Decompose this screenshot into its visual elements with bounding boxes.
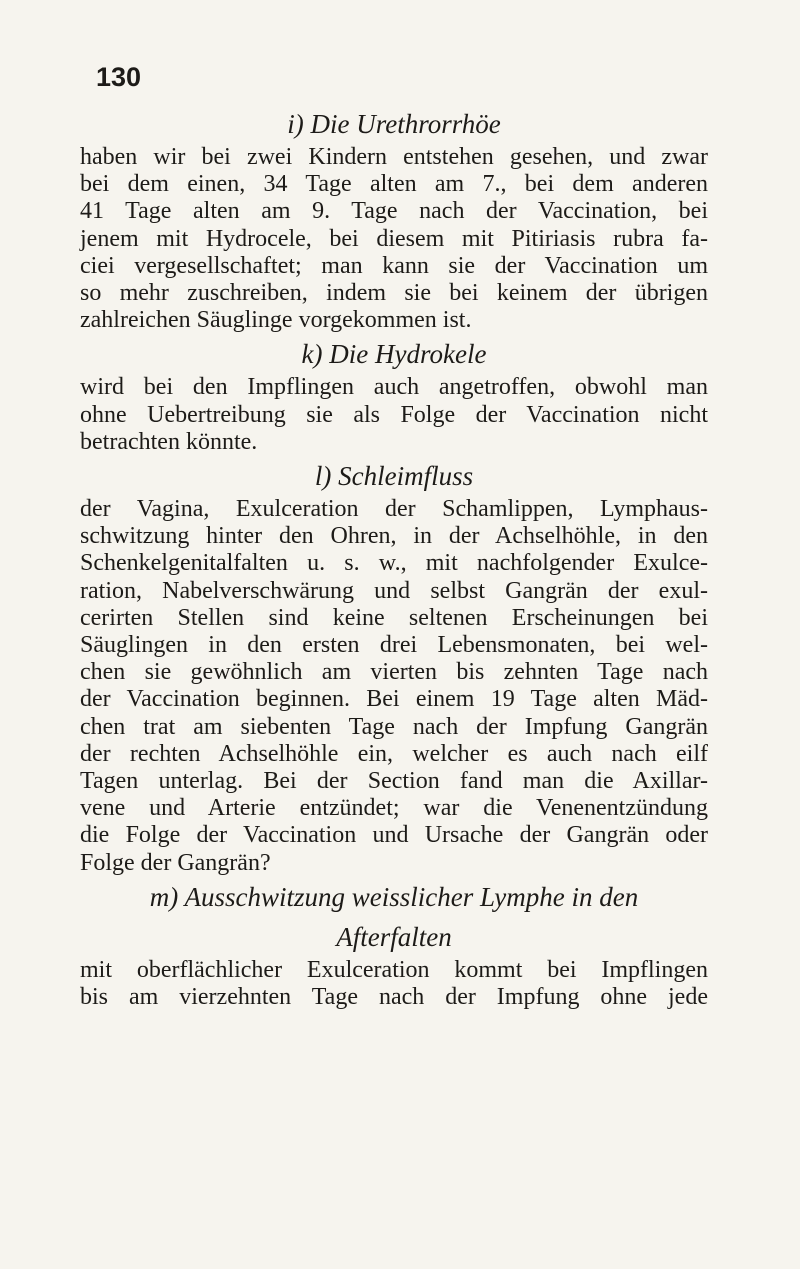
text-line: chen sie gewöhnlich am vierten bis zehnten Tage nach (80, 659, 708, 686)
text-line: die Folge der Vaccination und Ursache der Gangrän oder (80, 822, 708, 849)
text-line: betrachten könnte. (80, 428, 258, 455)
text-line: so mehr zuschreiben, indem sie bei keinem der übrigen (80, 280, 708, 307)
section-heading-urethrorrhoe: i) Die Urethrorrhöe (287, 109, 501, 139)
paragraph-ausschwitzung (80, 957, 708, 1011)
text-line: mit oberflächlicher Exulceration kommt bei Impflingen (80, 956, 708, 983)
text-line: der Vaccination beginnen. Bei einem 19 Tage alten Mäd- (80, 686, 708, 713)
text-line: der rechten Achselhöhle ein, welcher es auch nach eilf (80, 740, 708, 767)
paragraph-urethrorrhoe (80, 144, 708, 334)
section-heading-schleimfluss: l) Schleimfluss (314, 461, 474, 492)
text-line: Tagen unterlag. Bei der Section fand man die Axillar- (80, 768, 708, 795)
text-line: ohne Uebertreibung sie als Folge der Vaccination nicht (80, 401, 708, 428)
heading-line: m) Ausschwitzung weisslicher Lymphe in den (149, 881, 639, 912)
text-line: bis am vierzehnten Tage nach der Impfung ohne jede (80, 984, 708, 1011)
section-heading-ausschwitzung (80, 877, 708, 957)
text-line: jenem mit Hydrocele, bei diesem mit Pitiriasis rubra fa- (80, 225, 708, 252)
text-line: bei dem einen, 34 Tage alten am 7., bei dem anderen (80, 171, 708, 198)
text-line: cerirten Stellen sind keine seltenen Erscheinungen bei (80, 604, 708, 631)
text-line: Folge der Gangrän? (80, 849, 271, 876)
paragraph-hydrokele (80, 374, 708, 456)
text-column (80, 104, 708, 1011)
text-line: schwitzung hinter den Ohren, in der Achselhöhle, in den (80, 523, 708, 550)
text-line: Säuglingen in den ersten drei Lebensmonaten, bei wel- (80, 632, 708, 659)
text-line: vene und Arterie entzündet; war die Venenentzündung (80, 795, 708, 822)
text-line: haben wir bei zwei Kindern entstehen gesehen, und zwar (80, 144, 708, 170)
text-line: chen trat am siebenten Tage nach der Impfung Gangrän (80, 713, 708, 740)
page-number: 130 (96, 62, 142, 92)
text-line: Schenkelgenitalfalten u. s. w., mit nachfolgender Exulce- (80, 550, 708, 577)
heading-line: Afterfalten (336, 921, 452, 952)
text-line: der Vagina, Exulceration der Schamlippen, Lymphaus- (80, 496, 708, 523)
text-line: ciei vergesellschaftet; man kann sie der Vaccination um (80, 252, 708, 279)
section-heading-hydrokele: k) Die Hydrokele (301, 339, 487, 370)
text-line: wird bei den Impflingen auch angetroffen, obwohl man (80, 374, 708, 401)
text-line: ration, Nabelverschwärung und selbst Gangrän der exul- (80, 577, 708, 604)
paragraph-schleimfluss (80, 496, 708, 877)
text-line: 41 Tage alten am 9. Tage nach der Vaccination, bei (80, 198, 708, 225)
text-line: zahlreichen Säuglinge vorgekommen ist. (80, 307, 472, 334)
